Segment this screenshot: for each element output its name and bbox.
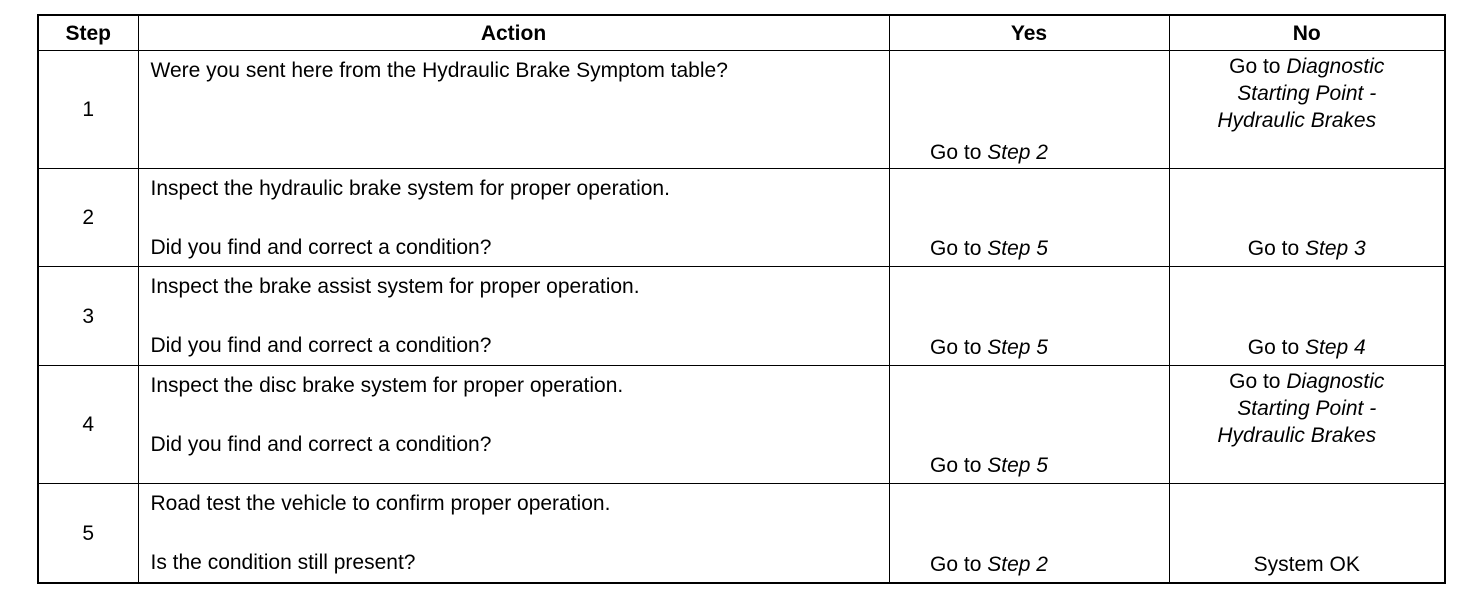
table-row bbox=[38, 169, 1445, 267]
no-ref-link[interactable]: Diagnostic bbox=[1286, 55, 1385, 78]
action-cell bbox=[138, 51, 889, 169]
no-ref-link[interactable]: Diagnostic bbox=[1286, 370, 1385, 394]
yes-step-link[interactable]: Step 2 bbox=[987, 141, 1048, 165]
yes-cell bbox=[889, 51, 1169, 169]
yes-cell bbox=[889, 366, 1169, 484]
yes-prefix: Go to bbox=[930, 454, 982, 478]
action-text: Inspect the disc brake system for proper operation. bbox=[150, 374, 624, 398]
no-cell bbox=[1169, 169, 1445, 267]
step-number: 1 bbox=[38, 51, 138, 169]
no-prefix: Go to bbox=[1247, 237, 1300, 261]
action-cell bbox=[138, 366, 889, 484]
yes-step-link[interactable]: Step 2 bbox=[987, 553, 1048, 576]
no-prefix: Go to bbox=[1229, 370, 1281, 394]
action-question: Did you find and correct a condition? bbox=[150, 433, 492, 457]
yes-step-link[interactable]: Step 5 bbox=[987, 336, 1048, 360]
action-text: Road test the vehicle to confirm proper operation. bbox=[150, 492, 611, 516]
action-question: Is the condition still present? bbox=[150, 551, 416, 575]
no-ref-link-line2[interactable]: Starting Point - bbox=[1237, 82, 1377, 105]
header-yes: Yes bbox=[889, 15, 1169, 51]
yes-step-link[interactable]: Step 5 bbox=[987, 237, 1048, 261]
no-cell bbox=[1169, 267, 1445, 366]
action-question: Did you find and correct a condition? bbox=[150, 236, 492, 260]
no-step-link[interactable]: Step 3 bbox=[1305, 237, 1366, 261]
step-number: 3 bbox=[38, 267, 138, 366]
table-row bbox=[38, 366, 1445, 484]
no-cell bbox=[1169, 366, 1445, 484]
header-no: No bbox=[1169, 15, 1445, 51]
diagnostic-table bbox=[37, 14, 1446, 584]
yes-prefix: Go to bbox=[930, 336, 982, 360]
step-number: 5 bbox=[38, 484, 138, 583]
yes-cell bbox=[889, 484, 1169, 583]
action-text: Inspect the hydraulic brake system for proper operation. bbox=[150, 177, 670, 201]
no-prefix: Go to bbox=[1229, 55, 1281, 78]
action-text: Were you sent here from the Hydraulic Brake Symptom table? bbox=[150, 59, 728, 82]
yes-prefix: Go to bbox=[930, 553, 982, 576]
table-row bbox=[38, 484, 1445, 583]
table-row bbox=[38, 51, 1445, 169]
action-cell bbox=[138, 267, 889, 366]
table-row bbox=[38, 267, 1445, 366]
step-number: 2 bbox=[38, 169, 138, 267]
yes-prefix: Go to bbox=[930, 237, 982, 261]
header-action: Action bbox=[138, 15, 889, 51]
yes-cell bbox=[889, 169, 1169, 267]
action-cell bbox=[138, 169, 889, 267]
no-cell bbox=[1169, 484, 1445, 583]
no-step-link[interactable]: Step 4 bbox=[1305, 336, 1366, 360]
action-cell bbox=[138, 484, 889, 583]
step-number: 4 bbox=[38, 366, 138, 484]
no-cell bbox=[1169, 51, 1445, 169]
no-ref-link-line2[interactable]: Starting Point - bbox=[1237, 397, 1377, 421]
action-text: Inspect the brake assist system for proper operation. bbox=[150, 275, 640, 299]
header-row bbox=[38, 15, 1445, 51]
yes-step-link[interactable]: Step 5 bbox=[987, 454, 1048, 478]
action-question: Did you find and correct a condition? bbox=[150, 334, 492, 358]
no-prefix: Go to bbox=[1247, 336, 1300, 360]
header-step: Step bbox=[38, 15, 138, 51]
yes-cell bbox=[889, 267, 1169, 366]
no-result-text: System OK bbox=[1253, 553, 1360, 576]
yes-prefix: Go to bbox=[930, 141, 982, 165]
no-ref-link-line3[interactable]: Hydraulic Brakes bbox=[1217, 424, 1377, 448]
no-ref-link-line3[interactable]: Hydraulic Brakes bbox=[1217, 109, 1377, 132]
